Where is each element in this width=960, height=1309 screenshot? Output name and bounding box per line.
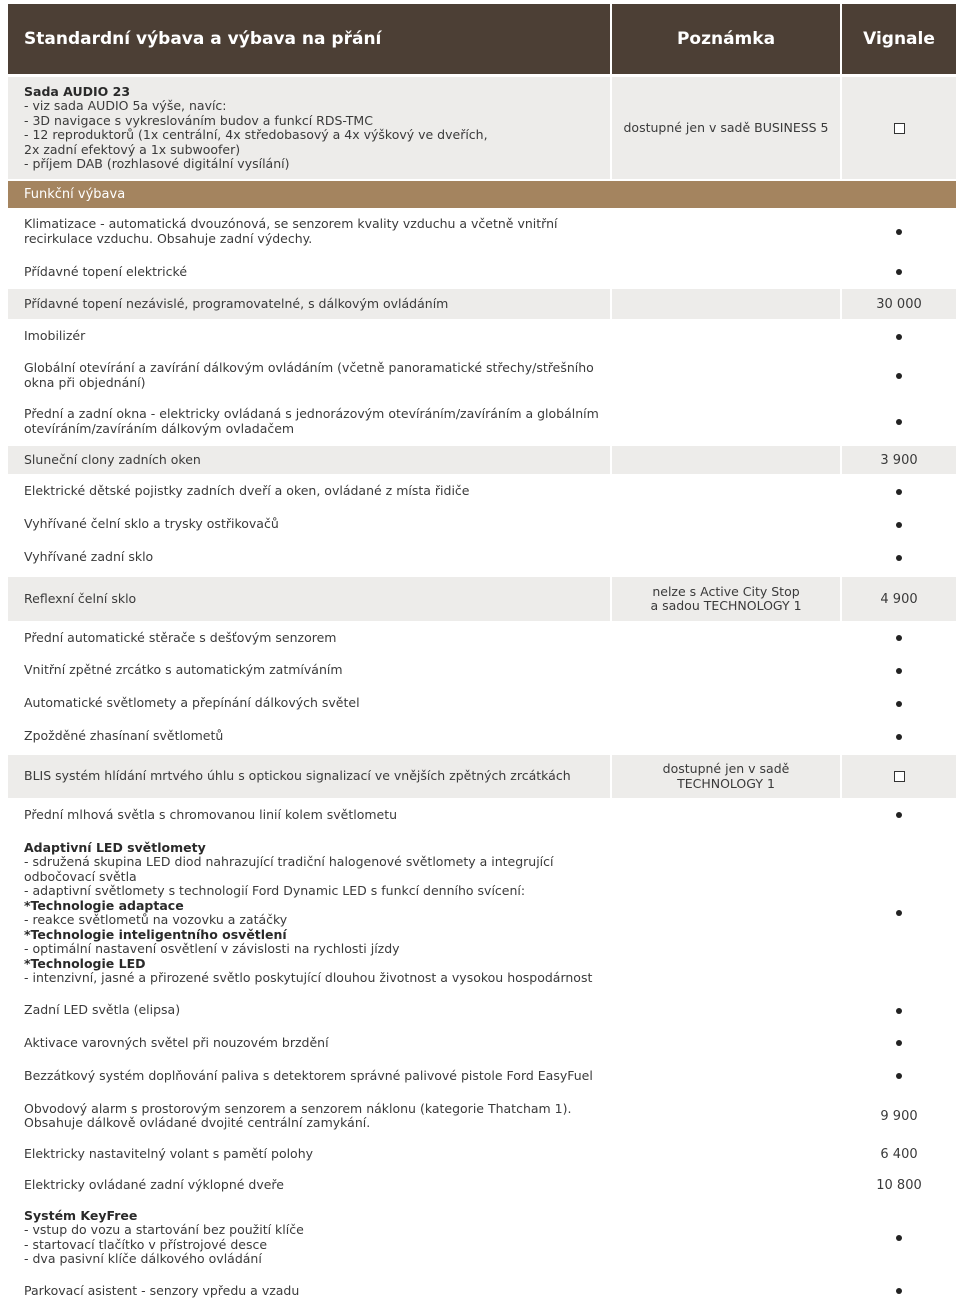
table-row bbox=[8, 289, 956, 319]
vignale-value: 10 800 bbox=[842, 1170, 956, 1200]
table-row bbox=[8, 721, 956, 752]
standard-dot-icon bbox=[896, 489, 902, 495]
vignale-value bbox=[842, 800, 956, 830]
standard-dot-icon bbox=[896, 635, 902, 641]
note-cell bbox=[612, 995, 840, 1026]
note-cell bbox=[612, 1275, 840, 1307]
vignale-value bbox=[842, 995, 956, 1026]
optional-checkbox-icon bbox=[894, 771, 905, 782]
vignale-value bbox=[842, 1275, 956, 1307]
note-cell bbox=[612, 1170, 840, 1200]
vignale-value: 6 400 bbox=[842, 1140, 956, 1168]
standard-dot-icon bbox=[896, 1073, 902, 1079]
table-header bbox=[8, 4, 956, 74]
note-cell bbox=[612, 1140, 840, 1168]
equipment-label: Globální otevírání a zavírání dálkovým ovládáním (včetně panoramatické střechy/střešního okna při objednání) bbox=[8, 354, 610, 397]
standard-dot-icon bbox=[896, 334, 902, 340]
note-cell bbox=[612, 1028, 840, 1058]
standard-dot-icon bbox=[896, 522, 902, 528]
vignale-value bbox=[842, 476, 956, 507]
table-row bbox=[8, 755, 956, 798]
standard-dot-icon bbox=[896, 910, 902, 916]
table-row bbox=[8, 833, 956, 993]
vignale-value bbox=[842, 688, 956, 719]
note-cell bbox=[612, 655, 840, 686]
equipment-label: Přední automatické stěrače s dešťovým senzorem bbox=[8, 623, 610, 653]
note-cell bbox=[612, 354, 840, 397]
vignale-value bbox=[842, 655, 956, 686]
equipment-label: Parkovací asistent - senzory vpředu a vzadu bbox=[8, 1275, 610, 1307]
standard-dot-icon bbox=[896, 269, 902, 275]
table-row bbox=[8, 655, 956, 686]
equipment-label: Přední a zadní okna - elektricky ovládaná s jednorázovým otevíráním/zavíráním a globálním otevíráním/zavíráním dálkovým ovladačem bbox=[8, 400, 610, 443]
note-cell bbox=[612, 800, 840, 830]
vignale-value: 4 900 bbox=[842, 577, 956, 621]
audio-line: - viz sada AUDIO 5a výše, navíc: bbox=[24, 98, 227, 113]
table-row bbox=[8, 1170, 956, 1200]
equipment-label: Zpožděné zhasínaní světlometů bbox=[8, 721, 610, 752]
audio-line: 2x zadní efektový a 1x subwoofer) bbox=[24, 141, 241, 157]
note-cell bbox=[612, 321, 840, 352]
equipment-label: Aktivace varovných světel při nouzovém brzdění bbox=[8, 1028, 610, 1058]
note-cell bbox=[612, 509, 840, 540]
note-cell bbox=[612, 210, 840, 253]
vignale-value bbox=[842, 755, 956, 798]
equipment-label: Zadní LED světla (elipsa) bbox=[8, 995, 610, 1026]
equipment-label: Vyhřívané zadní sklo bbox=[8, 542, 610, 573]
led-title: Adaptivní LED světlomety bbox=[24, 839, 206, 855]
equipment-label: BLIS systém hlídání mrtvého úhlu s optickou signalizací ve vnějších zpětných zrcátkách bbox=[8, 755, 610, 798]
table-row bbox=[8, 1140, 956, 1168]
equipment-label bbox=[8, 833, 610, 993]
audio-title: Sada AUDIO 23 bbox=[24, 83, 131, 99]
vignale-value bbox=[842, 721, 956, 752]
led-line: - optimální nastavení osvětlení v závislosti na rychlosti jízdy bbox=[24, 941, 400, 956]
standard-dot-icon bbox=[896, 1288, 902, 1294]
standard-dot-icon bbox=[896, 668, 902, 674]
audio-line: - 12 reproduktorů (1x centrální, 4x středobasový a 4x výškový ve dveřích, bbox=[24, 127, 488, 142]
note-cell bbox=[612, 476, 840, 507]
standard-dot-icon bbox=[896, 1235, 902, 1241]
header-note: Poznámka bbox=[612, 4, 840, 74]
table-row-audio bbox=[8, 77, 956, 179]
vignale-value bbox=[842, 833, 956, 993]
table-row bbox=[8, 1060, 956, 1092]
vignale-value bbox=[842, 321, 956, 352]
table-row bbox=[8, 800, 956, 830]
equipment-label: Automatické světlomety a přepínání dálkových světel bbox=[8, 688, 610, 719]
led-line: *Technologie inteligentního osvětlení bbox=[24, 926, 287, 942]
keyfree-line: - startovací tlačítko v přístrojové desce bbox=[24, 1236, 268, 1252]
equipment-label: Přídavné topení elektrické bbox=[8, 257, 610, 287]
table-row bbox=[8, 577, 956, 621]
keyfree-line: - dva pasivní klíče dálkového ovládání bbox=[24, 1251, 262, 1266]
table-row bbox=[8, 257, 956, 287]
note-cell bbox=[612, 721, 840, 752]
standard-dot-icon bbox=[896, 229, 902, 235]
equipment-label: Imobilizér bbox=[8, 321, 610, 352]
audio-line: - 3D navigace s vykreslováním budov a funkcí RDS-TMC bbox=[24, 112, 373, 128]
vignale-value bbox=[842, 509, 956, 540]
section-header: Funkční výbava bbox=[8, 181, 956, 208]
note-cell bbox=[612, 1060, 840, 1092]
vignale-value bbox=[842, 210, 956, 253]
standard-dot-icon bbox=[896, 812, 902, 818]
standard-dot-icon bbox=[896, 734, 902, 740]
note-cell bbox=[612, 446, 840, 474]
standard-dot-icon bbox=[896, 555, 902, 561]
equipment-label: Vyhřívané čelní sklo a trysky ostřikovačů bbox=[8, 509, 610, 540]
note-cell: dostupné jen v sadě TECHNOLOGY 1 bbox=[612, 755, 840, 798]
keyfree-title: Systém KeyFree bbox=[24, 1207, 138, 1223]
table-row bbox=[8, 210, 956, 253]
table-row bbox=[8, 509, 956, 540]
vignale-value bbox=[842, 623, 956, 653]
led-line: - intenzivní, jasné a přirozené světlo poskytující dlouhou životnost a vysokou hospodárnost bbox=[24, 970, 593, 985]
equipment-label: Reflexní čelní sklo bbox=[8, 577, 610, 621]
led-line: *Technologie LED bbox=[24, 955, 146, 971]
equipment-label: Přídavné topení nezávislé, programovatelné, s dálkovým ovládáním bbox=[8, 289, 610, 319]
header-equipment: Standardní výbava a výbava na přání bbox=[8, 4, 610, 74]
note-cell: nelze s Active City Stop a sadou TECHNOLOGY 1 bbox=[612, 577, 840, 621]
equipment-label: Klimatizace - automatická dvouzónová, se senzorem kvality vzduchu a včetně vnitřní recirkulace vzduchu. Obsahuje zadní výdechy. bbox=[8, 210, 610, 253]
audio-line: - příjem DAB (rozhlasové digitální vysílání) bbox=[24, 156, 290, 171]
led-line: - adaptivní světlomety s technologií Ford Dynamic LED s funkcí denního svícení: bbox=[24, 883, 526, 898]
note-cell bbox=[612, 623, 840, 653]
standard-dot-icon bbox=[896, 1008, 902, 1014]
note-cell bbox=[612, 833, 840, 993]
vignale-value: 30 000 bbox=[842, 289, 956, 319]
led-line: - reakce světlometů na vozovku a zatáčky bbox=[24, 912, 288, 927]
equipment-label: Vnitřní zpětné zrcátko s automatickým zatmíváním bbox=[8, 655, 610, 686]
vignale-value bbox=[842, 1028, 956, 1058]
equipment-label: Elektricky ovládané zadní výklopné dveře bbox=[8, 1170, 610, 1200]
table-row bbox=[8, 321, 956, 352]
note-cell bbox=[612, 542, 840, 573]
equipment-label: Elektrické dětské pojistky zadních dveří a oken, ovládané z místa řidiče bbox=[8, 476, 610, 507]
table-row bbox=[8, 1202, 956, 1273]
table-row bbox=[8, 623, 956, 653]
table-row bbox=[8, 476, 956, 507]
vignale-value bbox=[842, 1202, 956, 1273]
audio-description bbox=[8, 77, 610, 179]
note-cell bbox=[612, 257, 840, 287]
standard-dot-icon bbox=[896, 373, 902, 379]
equipment-label bbox=[8, 1202, 610, 1273]
note-cell bbox=[612, 400, 840, 443]
note-cell bbox=[612, 289, 840, 319]
vignale-value: 3 900 bbox=[842, 446, 956, 474]
table-row bbox=[8, 688, 956, 719]
equipment-label: Obvodový alarm s prostorovým senzorem a senzorem náklonu (kategorie Thatcham 1). Obsahuje dálkově ovládané dvojité centrální zamykání. bbox=[8, 1094, 610, 1138]
table-row bbox=[8, 1275, 956, 1307]
equipment-label: Přední mlhová světla s chromovanou linií kolem světlometu bbox=[8, 800, 610, 830]
vignale-value bbox=[842, 542, 956, 573]
vignale-value bbox=[842, 354, 956, 397]
vignale-value bbox=[842, 257, 956, 287]
keyfree-line: - vstup do vozu a startování bez použití klíče bbox=[24, 1222, 304, 1237]
vignale-value: 9 900 bbox=[842, 1094, 956, 1138]
table-row bbox=[8, 542, 956, 573]
standard-dot-icon bbox=[896, 701, 902, 707]
table-row bbox=[8, 446, 956, 474]
equipment-label: Elektricky nastavitelný volant s pamětí polohy bbox=[8, 1140, 610, 1168]
standard-dot-icon bbox=[896, 419, 902, 425]
led-line: - sdružená skupina LED diod nahrazující tradiční halogenové světlomety a integrující odbočovací světla bbox=[24, 854, 554, 884]
equipment-label: Bezzátkový systém doplňování paliva s detektorem správné palivové pistole Ford EasyFuel bbox=[8, 1060, 610, 1092]
equipment-label: Sluneční clony zadních oken bbox=[8, 446, 610, 474]
table-row bbox=[8, 1028, 956, 1058]
note-cell bbox=[612, 1202, 840, 1273]
table-row bbox=[8, 995, 956, 1026]
table-row bbox=[8, 1094, 956, 1138]
vignale-value bbox=[842, 400, 956, 443]
note-cell bbox=[612, 688, 840, 719]
audio-note: dostupné jen v sadě BUSINESS 5 bbox=[612, 77, 840, 179]
vignale-value bbox=[842, 1060, 956, 1092]
audio-value bbox=[842, 77, 956, 179]
note-cell bbox=[612, 1094, 840, 1138]
header-vignale: Vignale bbox=[842, 4, 956, 74]
table-row bbox=[8, 354, 956, 397]
standard-dot-icon bbox=[896, 1040, 902, 1046]
optional-checkbox-icon bbox=[894, 123, 905, 134]
table-row bbox=[8, 400, 956, 443]
led-line: *Technologie adaptace bbox=[24, 897, 184, 913]
